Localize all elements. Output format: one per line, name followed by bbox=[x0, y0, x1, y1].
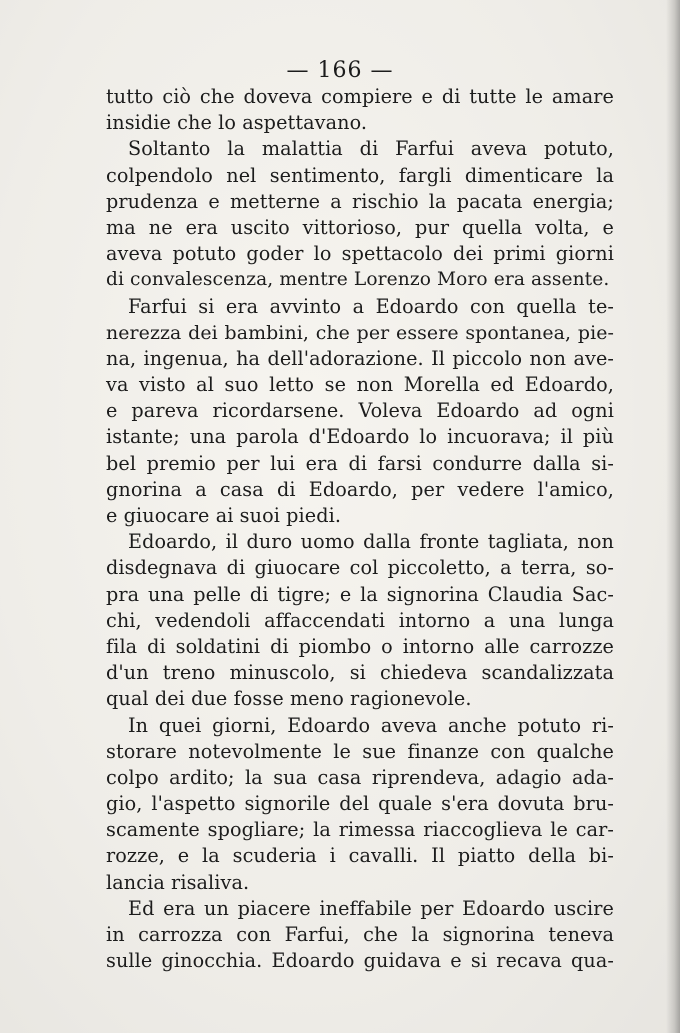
text-line: Ed era un piacere ineffabile per Edoardo uscire bbox=[128, 896, 614, 920]
page-number: — 166 — bbox=[286, 58, 394, 83]
text-line: disdegnava di giuocare col piccoletto, a terra, so- bbox=[106, 556, 614, 580]
text-line: Farfui si era avvinto a Edoardo con quella te- bbox=[128, 294, 614, 318]
body-text bbox=[106, 84, 614, 974]
text-line: e giuocare ai suoi piedi. bbox=[106, 504, 342, 527]
text-line: sulle ginocchia. Edoardo guidava e si recava qua- bbox=[106, 949, 614, 973]
text-line: di convalescenza, mentre Lorenzo Moro era assente. bbox=[106, 269, 610, 291]
text-line: in carrozza con Farfui, che la signorina teneva bbox=[106, 923, 614, 946]
text-line: rozze, e la scuderia i cavalli. Il piatto della bi- bbox=[106, 844, 614, 868]
text-line: aveva potuto goder lo spettacolo dei primi giorni bbox=[106, 242, 614, 266]
text-line: Edoardo, il duro uomo dalla fronte tagliata, non bbox=[128, 530, 614, 554]
text-line: pra una pelle di tigre; e la signorina Claudia Sac- bbox=[106, 582, 614, 606]
text-line: ma ne era uscito vittorioso, pur quella volta, e bbox=[106, 215, 614, 239]
text-line: d'un treno minuscolo, si chiedeva scandalizzata bbox=[106, 661, 614, 685]
text-line: va visto al suo letto se non Morella ed Edoardo, bbox=[106, 373, 614, 397]
text-line: storare notevolmente le sue finanze con qualche bbox=[106, 739, 614, 763]
text-line: In quei giorni, Edoardo aveva anche potuto ri- bbox=[128, 713, 614, 737]
text-line: Soltanto la malattia di Farfui aveva potuto, bbox=[128, 137, 614, 161]
text-line: nerezza dei bambini, che per essere spontanea, pie- bbox=[106, 321, 614, 344]
text-line: colpendolo nel sentimento, fargli dimenticare la bbox=[106, 163, 614, 187]
text-line: bel premio per lui era di farsi condurre dalla si- bbox=[106, 451, 614, 475]
text-line: tutto ciò che doveva compiere e di tutte le amare bbox=[106, 85, 614, 108]
text-line: gio, l'aspetto signorile del quale s'era dovuta bru- bbox=[106, 792, 614, 816]
text-line: prudenza e metterne a rischio la pacata energia; bbox=[106, 189, 614, 213]
text-line: insidie che lo aspettavano. bbox=[106, 111, 368, 135]
text-line: qual dei due fosse meno ragionevole. bbox=[106, 687, 472, 711]
text-line: scamente spogliare; la rimessa riaccoglieva le car- bbox=[106, 818, 614, 842]
text-line: na, ingenua, ha dell'adorazione. Il piccolo non ave- bbox=[106, 346, 614, 370]
text-line: gnorina a casa di Edoardo, per vedere l'amico, bbox=[106, 477, 614, 501]
page-edge-shadow bbox=[666, 0, 680, 1033]
text-line: chi, vedendoli affaccendati intorno a una lunga bbox=[106, 608, 614, 632]
text-line: lancia risaliva. bbox=[106, 870, 250, 894]
text-line: colpo ardito; la sua casa riprendeva, adagio ada- bbox=[106, 765, 614, 789]
text-line: fila di soldatini di piombo o intorno alle carrozze bbox=[106, 634, 614, 658]
text-line: istante; una parola d'Edoardo lo incuorava; il più bbox=[106, 425, 614, 449]
text-line: e pareva ricordarsene. Voleva Edoardo ad ogni bbox=[106, 399, 614, 423]
